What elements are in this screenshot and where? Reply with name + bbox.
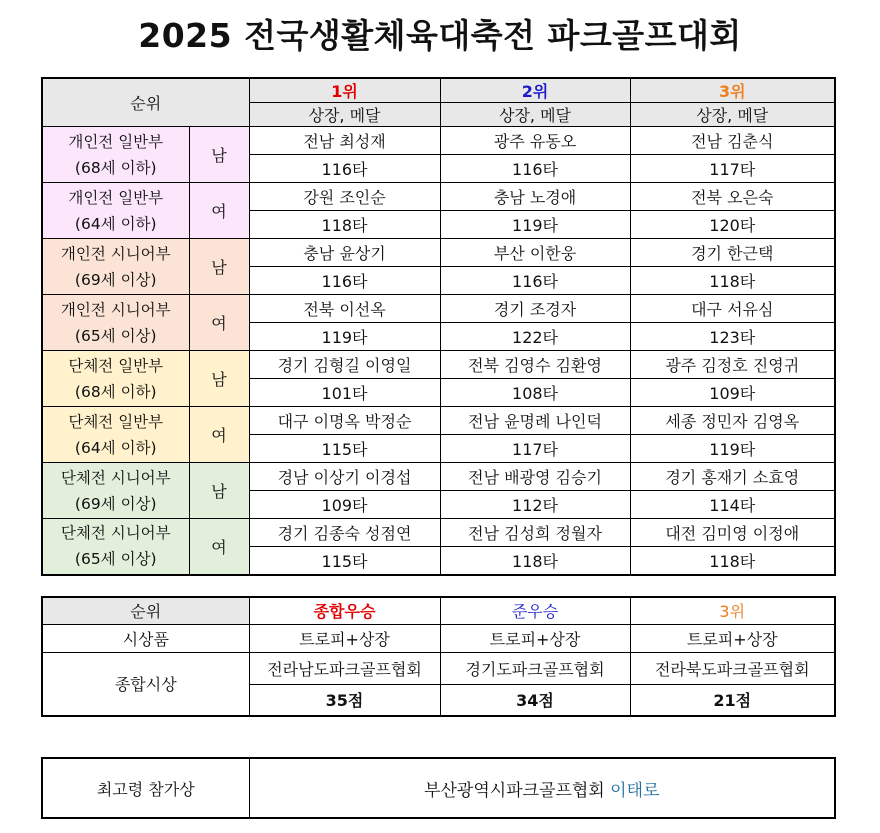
- category-gender: 남: [189, 127, 249, 183]
- category-name: [42, 239, 189, 295]
- winner-name: 경기 홍재기 소효영: [630, 463, 835, 491]
- points-2: 34점: [440, 684, 630, 716]
- rank-2-label: 2위: [440, 78, 630, 103]
- winner-name: 전북 이선옥: [249, 295, 440, 323]
- category-name: [42, 127, 189, 183]
- oldest-org: 부산광역시파크골프협회: [424, 780, 605, 801]
- rank-header: 순위: [42, 78, 249, 127]
- winner-score: 112타: [440, 491, 630, 519]
- winner-score: 108타: [440, 379, 630, 407]
- rank-3-label: 3위: [630, 78, 835, 103]
- oldest-winner: [249, 758, 835, 818]
- prize-1: 트로피+상장: [249, 624, 440, 652]
- category-title: 단체전 일반부: [68, 412, 164, 431]
- winner-score: 120타: [630, 211, 835, 239]
- winner-score: 119타: [630, 435, 835, 463]
- winner-score: 116타: [249, 267, 440, 295]
- prize-label: 시상품: [42, 624, 249, 652]
- winner-score: 116타: [440, 267, 630, 295]
- prize-2: 트로피+상장: [440, 624, 630, 652]
- winner-score: 118타: [630, 547, 835, 575]
- overall-rank-header: 순위: [42, 597, 249, 624]
- oldest-participant-table: [41, 757, 836, 819]
- winner-name: 대전 김미영 이정애: [630, 519, 835, 547]
- category-row: [42, 463, 835, 491]
- category-age: (68세 이하): [74, 158, 157, 177]
- category-row: [42, 239, 835, 267]
- points-1: 35점: [249, 684, 440, 716]
- category-name: [42, 463, 189, 519]
- winner-name: 경기 조경자: [440, 295, 630, 323]
- winner-score: 109타: [630, 379, 835, 407]
- overall-rank-1: 종합우승: [249, 597, 440, 624]
- category-age: (65세 이상): [74, 550, 157, 569]
- category-age: (64세 이하): [74, 438, 157, 457]
- winner-score: 118타: [630, 267, 835, 295]
- rank-2-prize: 상장, 메달: [440, 103, 630, 127]
- overall-rank-3: 3위: [630, 597, 835, 624]
- category-gender: 여: [189, 295, 249, 351]
- winner-name: 전남 배광영 김승기: [440, 463, 630, 491]
- winner-name: 경기 한근택: [630, 239, 835, 267]
- category-row: [42, 407, 835, 435]
- winner-score: 119타: [249, 323, 440, 351]
- winner-name: 부산 이한웅: [440, 239, 630, 267]
- points-3: 21점: [630, 684, 835, 716]
- winner-score: 117타: [630, 155, 835, 183]
- winner-name: 충남 윤상기: [249, 239, 440, 267]
- winner-score: 117타: [440, 435, 630, 463]
- category-age: (69세 이상): [74, 494, 157, 513]
- winner-name: 전남 최성재: [249, 127, 440, 155]
- category-age: (68세 이하): [74, 382, 157, 401]
- winner-score: 118타: [440, 547, 630, 575]
- winner-name: 대구 이명옥 박정순: [249, 407, 440, 435]
- category-name: [42, 295, 189, 351]
- rank-3-prize: 상장, 메달: [630, 103, 835, 127]
- winner-name: 전남 김성희 정월자: [440, 519, 630, 547]
- category-gender: 남: [189, 239, 249, 295]
- rank-1-label: 1위: [249, 78, 440, 103]
- winner-name: 광주 김정호 진영귀: [630, 351, 835, 379]
- page-title: 2025 전국생활체육대축전 파크골프대회: [138, 16, 742, 55]
- category-title: 개인전 시니어부: [60, 300, 171, 319]
- category-title: 개인전 일반부: [68, 132, 164, 151]
- category-row: [42, 295, 835, 323]
- category-title: 단체전 일반부: [68, 356, 164, 375]
- category-age: (64세 이하): [74, 214, 157, 233]
- winner-score: 122타: [440, 323, 630, 351]
- category-gender: 남: [189, 463, 249, 519]
- category-row: [42, 183, 835, 211]
- winner-score: 101타: [249, 379, 440, 407]
- winner-name: 광주 유동오: [440, 127, 630, 155]
- category-title: 단체전 시니어부: [60, 524, 171, 543]
- winner-score: 119타: [440, 211, 630, 239]
- category-title: 개인전 시니어부: [60, 244, 171, 263]
- winner-name: 전남 김춘식: [630, 127, 835, 155]
- winner-name: 강원 조인순: [249, 183, 440, 211]
- winner-name: 전북 오은숙: [630, 183, 835, 211]
- team-3: 전라북도파크골프협회: [630, 652, 835, 684]
- winner-score: 115타: [249, 435, 440, 463]
- winner-name: 대구 서유심: [630, 295, 835, 323]
- award-label: 종합시상: [42, 652, 249, 716]
- winner-name: 경남 이상기 이경섭: [249, 463, 440, 491]
- winner-score: 123타: [630, 323, 835, 351]
- category-name: [42, 519, 189, 575]
- winner-score: 115타: [249, 547, 440, 575]
- oldest-label: 최고령 참가상: [42, 758, 249, 818]
- winner-score: 109타: [249, 491, 440, 519]
- category-age: (69세 이상): [74, 270, 157, 289]
- category-gender: 남: [189, 351, 249, 407]
- category-gender: 여: [189, 183, 249, 239]
- winner-name: 전남 윤명례 나인덕: [440, 407, 630, 435]
- winner-name: 경기 김종숙 성점연: [249, 519, 440, 547]
- winner-score: 114타: [630, 491, 835, 519]
- winner-score: 116타: [249, 155, 440, 183]
- team-2: 경기도파크골프협회: [440, 652, 630, 684]
- prize-3: 트로피+상장: [630, 624, 835, 652]
- team-1: 전라남도파크골프협회: [249, 652, 440, 684]
- category-gender: 여: [189, 407, 249, 463]
- winner-name: 경기 김형길 이영일: [249, 351, 440, 379]
- winner-score: 118타: [249, 211, 440, 239]
- winner-name: 전북 김영수 김환영: [440, 351, 630, 379]
- category-age: (65세 이상): [74, 326, 157, 345]
- winner-name: 세종 정민자 김영옥: [630, 407, 835, 435]
- category-row: [42, 519, 835, 547]
- oldest-name: 이태로: [610, 780, 660, 801]
- overall-awards-table: [41, 596, 836, 717]
- category-name: [42, 407, 189, 463]
- category-row: [42, 127, 835, 155]
- category-gender: 여: [189, 519, 249, 575]
- category-row: [42, 351, 835, 379]
- rank-1-prize: 상장, 메달: [249, 103, 440, 127]
- category-title: 단체전 시니어부: [60, 468, 171, 487]
- category-name: [42, 351, 189, 407]
- winner-name: 충남 노경애: [440, 183, 630, 211]
- category-title: 개인전 일반부: [68, 188, 164, 207]
- winner-score: 116타: [440, 155, 630, 183]
- category-name: [42, 183, 189, 239]
- overall-rank-2: 준우승: [440, 597, 630, 624]
- results-table: [41, 77, 836, 576]
